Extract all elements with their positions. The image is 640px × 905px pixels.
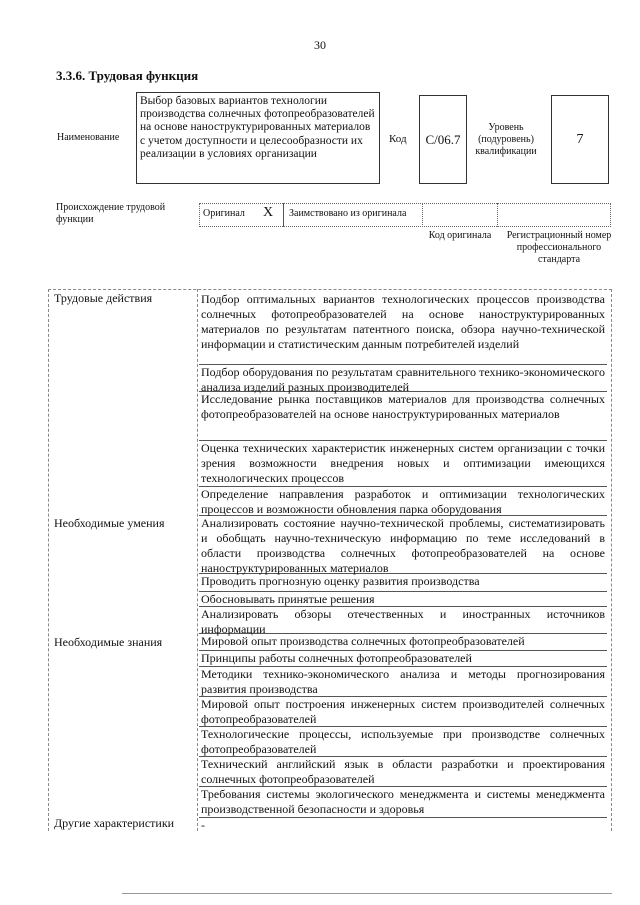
page-number: 30	[314, 38, 326, 52]
table-row: Мировой опыт построения инженерных систем производителей солнечных фотопреобразователей	[201, 697, 605, 726]
table-row: Исследование рынка поставщиков материалов для производства солнечных фотопреобразователей на основе наноструктурированных материалов	[199, 392, 607, 441]
table-row: Технический английский язык в области разработки и проектирования солнечных фотопреобразователей	[201, 757, 605, 786]
borrowed-label: Заимствовано из оригинала	[289, 208, 407, 219]
section-label: Необходимые умения	[54, 516, 165, 530]
table-row: Требования системы экологического менеджмента и системы менеджмента производственной безопасности и здоровья	[201, 787, 605, 816]
name-label: Наименование	[57, 132, 120, 143]
table-row: Технологические процессы, используемые при производстве солнечных фотопреобразователей	[201, 727, 605, 756]
table-row: Принципы работы солнечных фотопреобразователей	[199, 651, 607, 667]
code-value: С/06.7	[419, 95, 467, 184]
code-original-label: Код оригинала	[428, 230, 492, 241]
table-row: Оценка технических характеристик инженерных систем организации с точки зрения возможности внедрения новых и оптимизации имеющихся технологических процессов	[201, 441, 605, 485]
original-label: Оригинал	[203, 208, 245, 219]
table-row: Методики технико-экономического анализа и методы прогнозирования развития производства	[201, 667, 605, 696]
section-label: Трудовые действия	[54, 291, 153, 305]
origin-label: Происхождение трудовой функции	[56, 202, 166, 225]
table-row: Обосновывать принятые решения	[199, 592, 607, 607]
original-mark: X	[263, 205, 274, 220]
function-name-box: Выбор базовых вариантов технологии производства солнечных фотопреобразователей на основе наноструктурированных материалов с учетом доступности и целесообразности их реализации в условиях организации	[136, 92, 380, 184]
section-title: 3.3.6. Трудовая функция	[56, 68, 199, 83]
page-bottom-line	[122, 893, 612, 894]
divider	[283, 203, 284, 227]
qualification-level-value: 7	[551, 95, 609, 184]
table-row: Анализировать обзоры отечественных и иностранных источников информации	[201, 607, 605, 636]
table-left-border	[48, 289, 49, 831]
code-label: Код	[389, 133, 407, 145]
table-row: Подбор оборудования по результатам сравнительного технико-экономического анализа изделий разных производителей	[201, 365, 605, 394]
section-label: Другие характеристики	[54, 816, 175, 830]
table-row: Мировой опыт производства солнечных фотопреобразователей	[199, 634, 607, 651]
table-row: Подбор оптимальных вариантов технологических процессов производства солнечных фотопреобразователей на основе наноструктурированных материалов по результатам патентного поиска, обзора научно-технической информации и статистическим данным потребителей изделий	[199, 292, 607, 365]
divider	[497, 203, 498, 227]
qualification-level-label: Уровень (подуровень) квалификации	[475, 122, 537, 157]
registration-number-label: Регистрационный номер профессионального стандарта	[506, 230, 612, 265]
table-row: Проводить прогнозную оценку развития производства	[199, 574, 607, 592]
table-row: Анализировать состояние научно-технической проблемы, систематизировать и обобщать научно-техническую информацию по теме исследований в области производства солнечных фотопреобразователей на основе наноструктурированных материалов	[201, 516, 605, 575]
table-row: Определение направления разработок и оптимизации технологических процессов и возможности обновления парка оборудования	[201, 487, 605, 516]
table-right-border	[611, 289, 612, 831]
table-column-divider	[197, 289, 198, 831]
table-top-border	[48, 289, 612, 290]
table-row: -	[201, 818, 205, 832]
divider	[422, 203, 423, 227]
section-label: Необходимые знания	[54, 635, 163, 649]
